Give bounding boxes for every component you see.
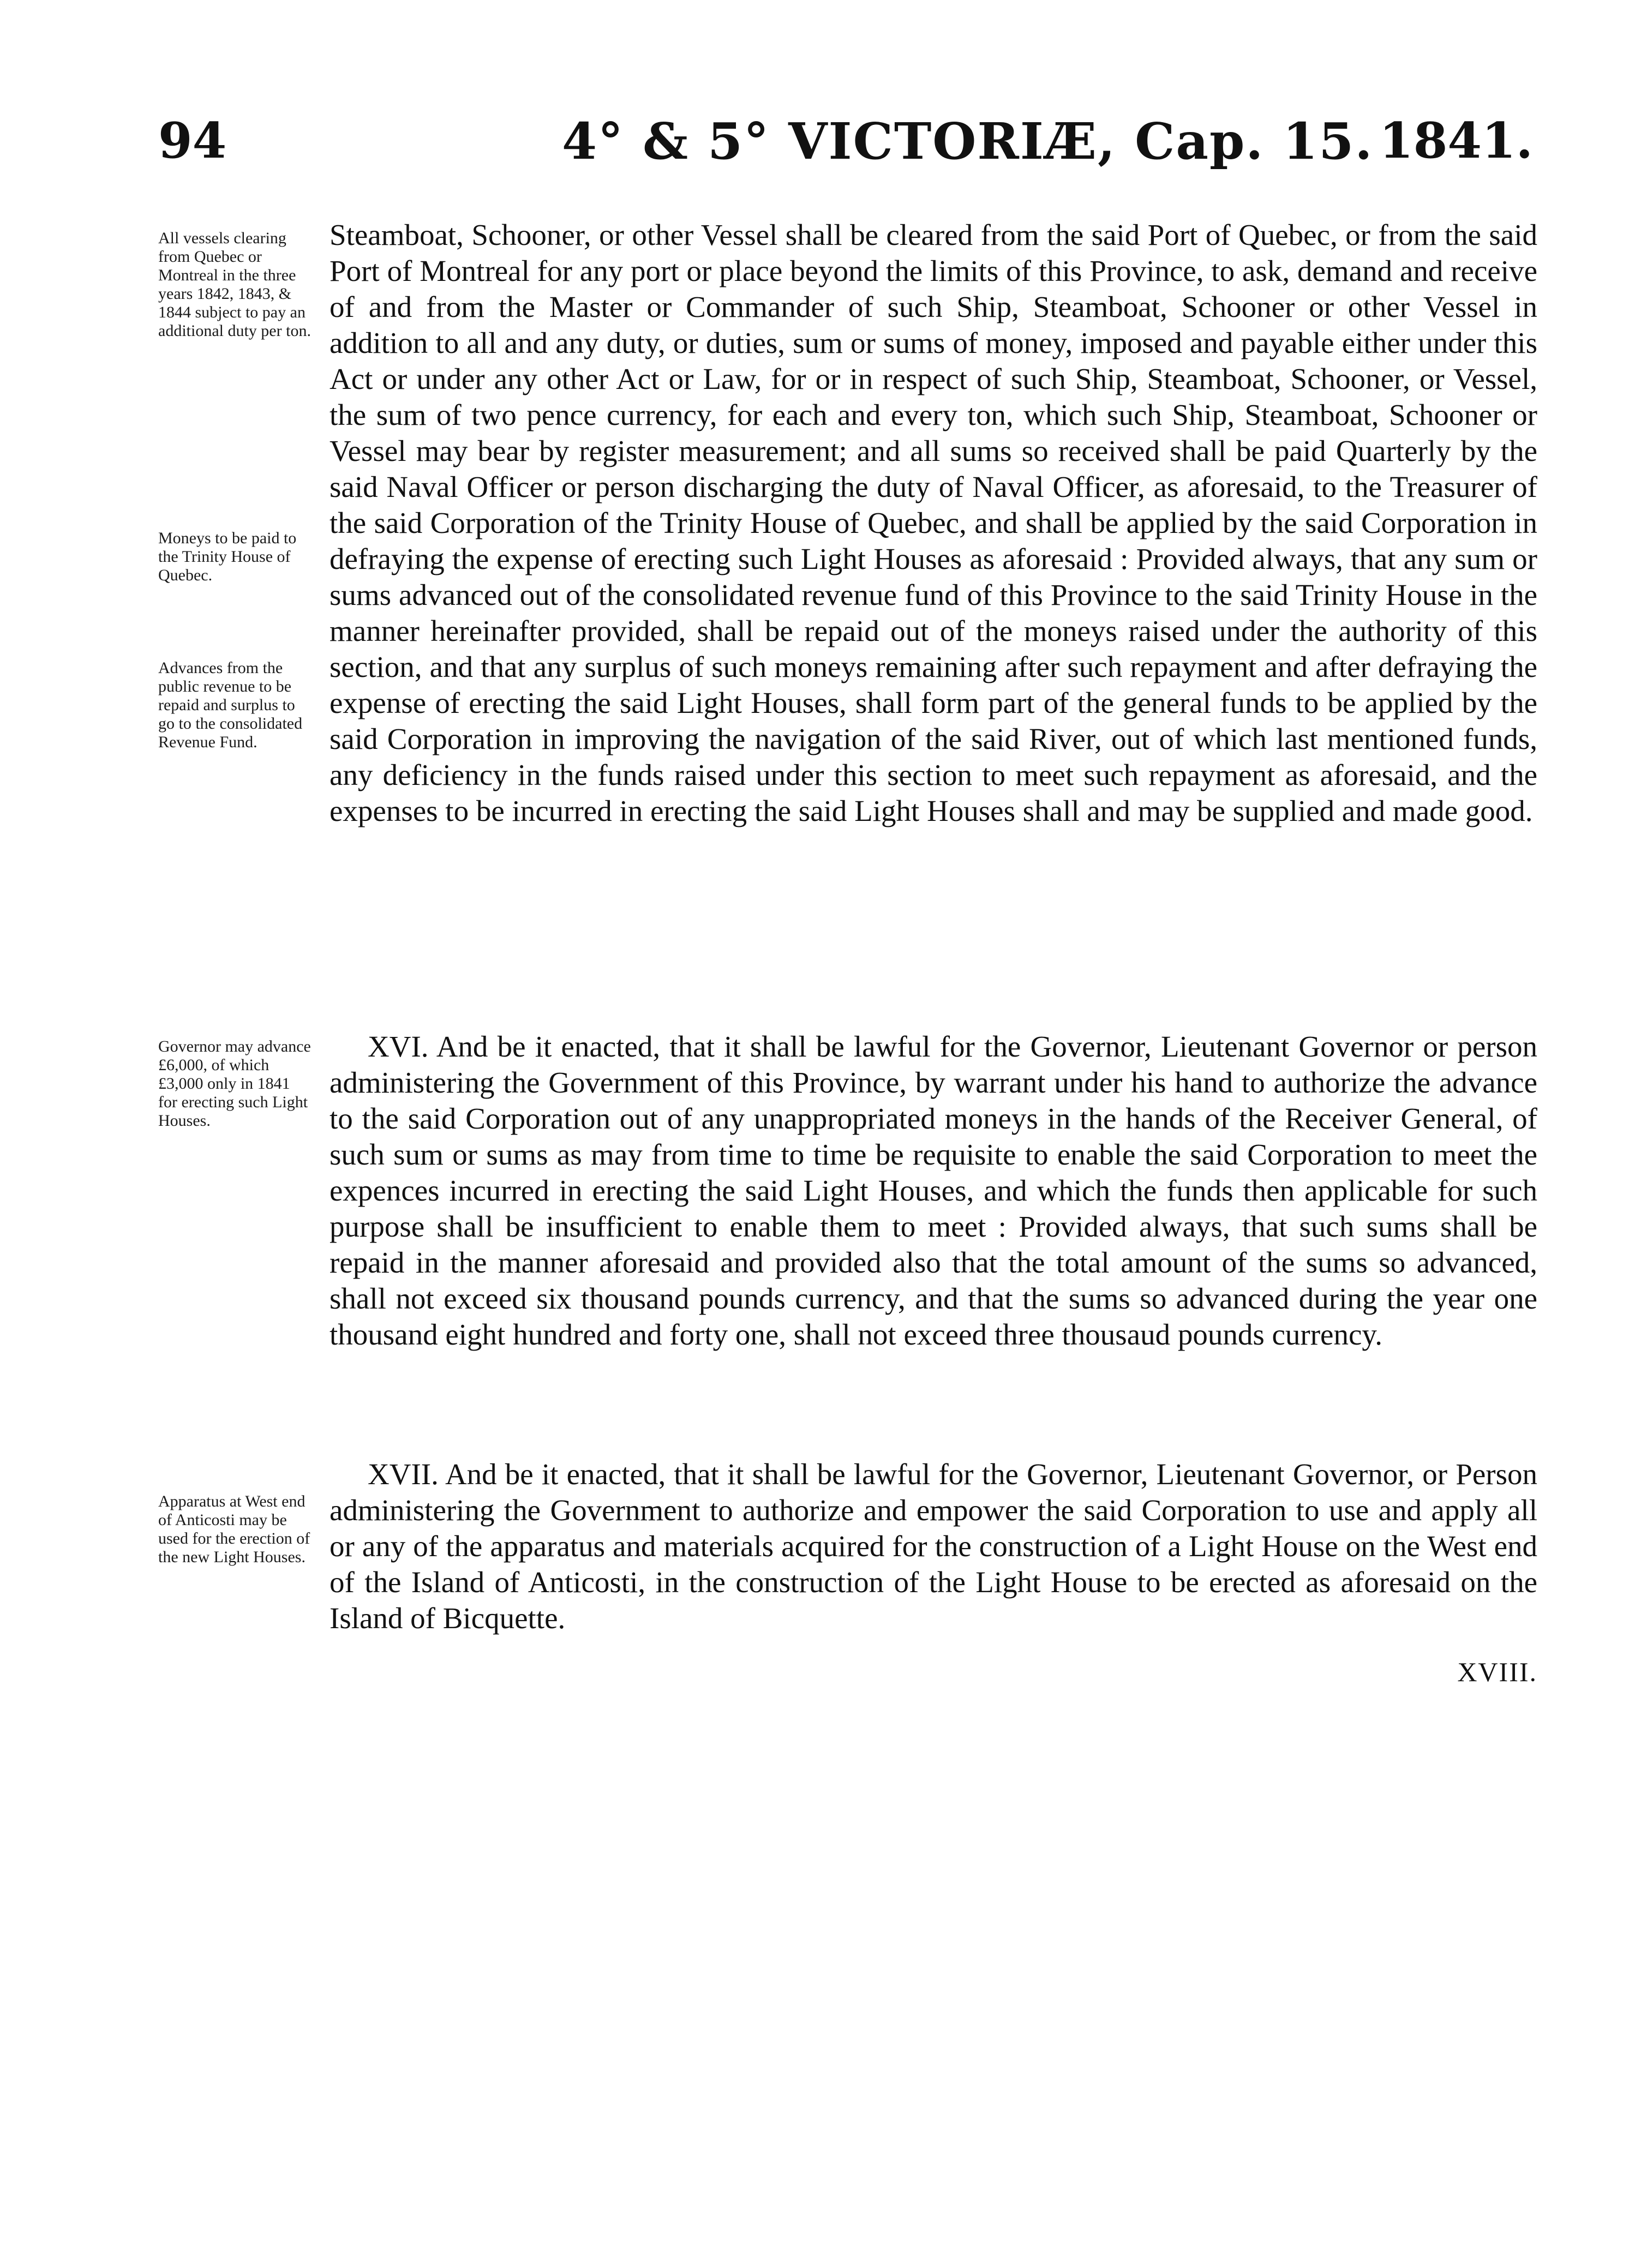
body-paragraph-continued: Steamboat, Schooner, or other Vessel shall be cleared from the said Port of Quebec, or from the said Port of Montreal for any port or place beyond the limits of this Province, to ask, demand and receive of and from the Master or Commander of such Ship, Steamboat, Schooner or other Vessel in addition to all and any duty, or duties, sum or sums of money, imposed and payable either under this Act or under any other Act or Law, for or in respect of such Ship, Steamboat, Schooner, or Vessel, the sum of two pence currency, for each and every ton, which such Ship, Steamboat, Schooner or Vessel may bear by register measurement; and all sums so received shall be paid Quarterly by the said Naval Officer or person discharging the duty of Naval Officer, as aforesaid, to the Treasurer of the said Corporation of the Trinity House of Quebec, and shall be applied by the said Corporation in defraying the expense of erecting such Light Houses as aforesaid : Provided always, that any sum or sums advanced out of the consolidated revenue fund of this Province to the said Trinity House in the manner hereinafter provided, shall be repaid out of the moneys raised under the authority of this section, and that any surplus of such moneys remaining after such repayment and after defraying the expense of erecting the said Light Houses, shall form part of the general funds to be applied by the said Corporation in improving the navigation of the said River, out of which last mentioned funds, any deficiency in the funds raised under this section to meet such repayment as aforesaid, and the expenses to be incurred in erecting the said Light Houses shall and may be supplied and made good.	[330, 218, 1537, 827]
section-17-text: And be it enacted, that it shall be lawful for the Governor, Lieutenant Governor, or Person administering the Government to authorize and empower the said Corporation to use and apply all or any of the apparatus and materials acquired for the construction of a Light House on the West end of the Island of Anticosti, in the construction of the Light House to be erected as aforesaid on the Island of Bicquette.	[330, 1457, 1537, 1635]
section-17-numeral: XVII.	[368, 1457, 445, 1491]
section-17	[330, 1456, 1537, 1636]
margin-note-moneys-trinity-house: Moneys to be paid to the Trinity House of Quebec.	[158, 529, 297, 584]
header-year: 1841.	[1379, 112, 1533, 170]
margin-note-governor-advance: Governor may advance £6,000, of which £3,000 only in 1841 for erecting such Light Houses.	[158, 1037, 311, 1130]
section-16	[330, 1029, 1537, 1353]
margin-note-advances-repaid: Advances from the public revenue to be repaid and surplus to go to the consolidated Revenue Fund.	[158, 659, 303, 751]
margin-note-anticosti-apparatus: Apparatus at West end of Anticosti may be used for the erection of the new Light Houses.	[158, 1492, 310, 1566]
catchword: XVIII.	[1457, 1657, 1537, 1687]
margin-note-additional-duty: All vessels clearing from Quebec or Montreal in the three years 1842, 1843, & 1844 subject to pay an additional duty per ton.	[158, 229, 311, 340]
section-16-text: And be it enacted, that it shall be lawful for the Governor, Lieutenant Governor or person administering the Government of this Province, by warrant under his hand to authorize the advance to the said Corporation out of any unappropriated moneys in the hands of the Receiver General, of such sum or sums as may from time to time be requisite to enable the said Corporation to meet the expences incurred in erecting the said Light Houses, and which the funds then applicable for such purpose shall be insufficient to enable them to meet : Provided always, that such sums shall be repaid in the manner aforesaid and provided also that the total amount of the sums so advanced, shall not exceed six thousand pounds currency, and that the sums so advanced during the year one thousand eight hundred and forty one, shall not exceed three thousaud pounds currency.	[330, 1030, 1537, 1351]
page-header	[158, 112, 1533, 177]
section-16-numeral: XVI.	[368, 1030, 436, 1063]
page-number: 94	[158, 112, 227, 170]
running-title: 4° & 5° VICTORIÆ, Cap. 15.	[562, 112, 1374, 171]
